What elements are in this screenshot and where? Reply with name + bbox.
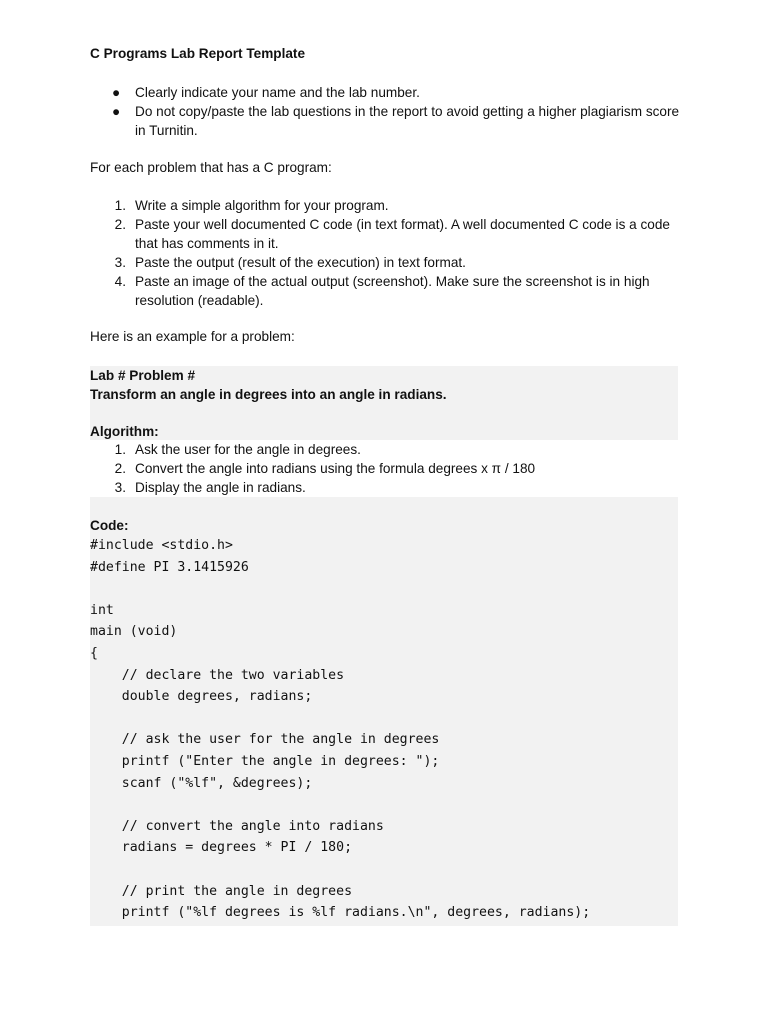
bullet-icon: ● — [112, 85, 121, 100]
list-number: 1. — [114, 442, 126, 457]
list-item — [90, 253, 680, 272]
list-item — [90, 272, 680, 310]
list-number: 4. — [114, 274, 126, 289]
bullet-text: Clearly indicate your name and the lab number. — [135, 85, 420, 100]
lab-problem-line: Lab # Problem # — [90, 368, 196, 383]
problem-statement: Transform an angle in degrees into an angle in radians. — [90, 387, 447, 402]
list-item — [90, 215, 680, 253]
code-heading: Code: — [90, 518, 129, 533]
intro-paragraph: For each problem that has a C program: — [90, 160, 332, 175]
algorithm-heading: Algorithm: — [90, 424, 159, 439]
code-block: #include <stdio.h> #define PI 3.1415926 int main (void) { // declare the two variables double degrees, radians; // ask the user for the angle in degrees printf ("Enter the angle in degrees: "); scanf ("%lf", &degrees); // convert the angle into radians radians = degrees * PI / 180; // print the angle in degrees printf ("%lf degrees is %lf radians.\n", degrees, radians); — [90, 538, 591, 921]
example-intro: Here is an example for a problem: — [90, 329, 295, 344]
step-text: Paste your well documented C code (in text format). A well documented C code is a code that has comments in it. — [135, 217, 670, 251]
list-number: 3. — [114, 480, 126, 495]
list-number: 2. — [114, 461, 126, 476]
algorithm-step: Display the angle in radians. — [135, 480, 306, 495]
list-item — [90, 478, 678, 497]
list-item — [90, 102, 680, 140]
step-text: Write a simple algorithm for your program. — [135, 198, 389, 213]
algorithm-step: Convert the angle into radians using the formula degrees x π / 180 — [135, 461, 536, 476]
list-item — [90, 83, 680, 102]
example-heading — [90, 366, 447, 404]
step-text: Paste the output (result of the execution) in text format. — [135, 255, 466, 270]
list-item — [90, 459, 678, 478]
bullet-icon: ● — [112, 104, 121, 119]
instructions-bullet-list — [90, 83, 680, 140]
document-title: C Programs Lab Report Template — [90, 46, 306, 61]
bullet-text: Do not copy/paste the lab questions in the report to avoid getting a higher plagiarism score in Turnitin. — [135, 104, 680, 138]
list-number: 3. — [114, 255, 126, 270]
list-number: 2. — [114, 217, 126, 232]
steps-numbered-list — [90, 196, 680, 310]
list-number: 1. — [114, 198, 126, 213]
algorithm-steps-list — [90, 440, 678, 497]
algorithm-step: Ask the user for the angle in degrees. — [135, 442, 361, 457]
list-item — [90, 440, 678, 459]
step-text: Paste an image of the actual output (screenshot). Make sure the screenshot is in high resolution (readable). — [135, 274, 650, 308]
list-item — [90, 196, 680, 215]
